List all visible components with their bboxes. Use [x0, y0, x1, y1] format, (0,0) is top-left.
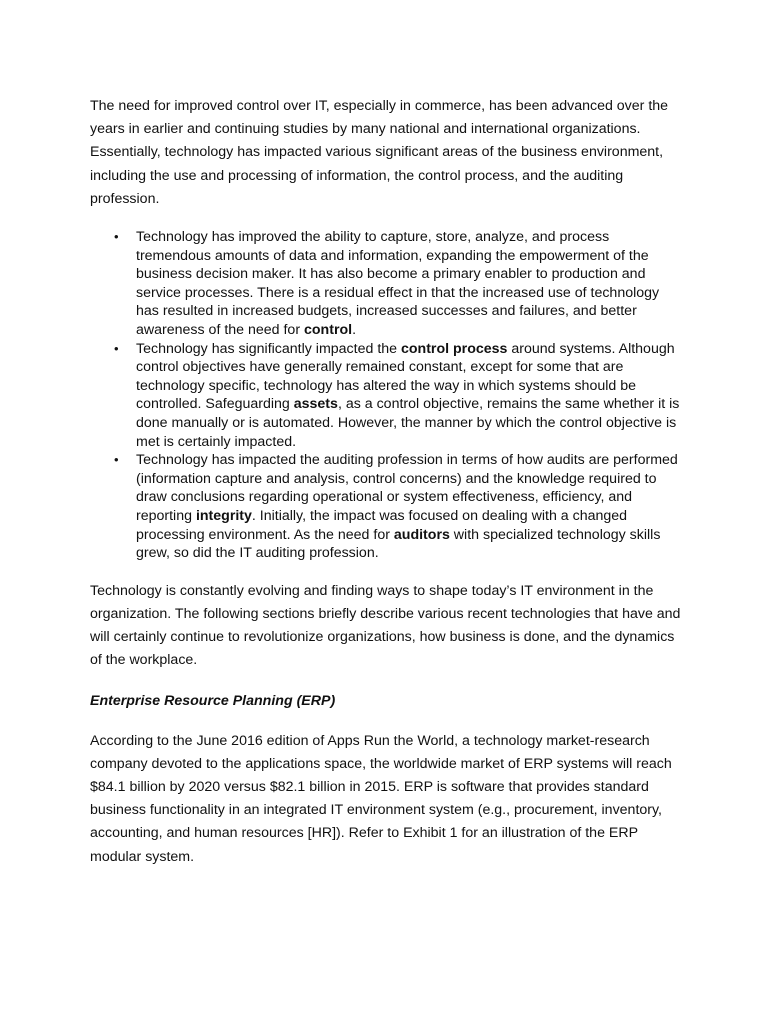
bullet-icon: • — [114, 452, 119, 468]
section-heading: Enterprise Resource Planning (ERP) — [90, 692, 336, 709]
bullet-item — [90, 451, 685, 563]
bullet-text-segment: with specialized technology skills grew, so did the IT auditing profession. — [136, 526, 661, 562]
bullet-bold-term: control process — [400, 340, 508, 357]
bullet-item — [90, 228, 685, 340]
bullet-text-segment: , as a control objective, remains the same whether it is done manually or is automated. However, the manner by which the control objective is met is certainly impacted. — [136, 396, 680, 450]
bullet-text-segment: . — [352, 321, 357, 338]
document-page — [90, 95, 685, 869]
bullet-text-segment: Technology has improved the ability to capture, store, analyze, and process tremendous amounts of data and information, expanding the empowerment of the business decision maker. It has also become a primary enabler to production and service processes. There is a residual effect in that the increased use of technology has resulted in increased budgets, increased successes and failures, and better awareness of the need for — [136, 229, 660, 338]
bullet-bold-term: assets — [293, 396, 338, 413]
bullet-text-segment: Technology has significantly impacted the — [136, 340, 401, 357]
bullet-text-segment: around systems. Although control objectives have generally remained constant, except for some that are technology specific, technology has altered the way in which systems should be controlled. Safeguarding — [136, 340, 675, 413]
bullet-icon: • — [114, 229, 119, 245]
bullet-text-segment: Technology has impacted the auditing profession in terms of how audits are performed (information capture and analysis, control concerns) and the knowledge required to draw conclusions regarding operational or system effectiveness, efficiency, and reporting — [136, 452, 678, 524]
bullet-bold-term: integrity — [195, 507, 252, 524]
bullet-text-segment: . Initially, the impact was focused on dealing with a changed processing environment. As the need for — [136, 507, 628, 543]
intro-paragraph: The need for improved control over IT, especially in commerce, has been advanced over the years in earlier and continuing studies by many national and international organizations. Essentially, technology has impacted various significant areas of the business environment, including the use and processing of information, the control process, and the auditing profession. — [90, 98, 669, 207]
technology-paragraph: Technology is constantly evolving and finding ways to shape today’s IT environment in the organization. The following sections briefly describe various recent technologies that have and will certainly continue to revolutionize organizations, how business is done, and the dynamics of the workplace. — [90, 582, 681, 669]
bullet-list — [90, 228, 685, 563]
bullet-bold-term: control — [304, 321, 353, 338]
bullet-icon: • — [114, 340, 119, 356]
erp-paragraph: According to the June 2016 edition of Apps Run the World, a technology market-research company devoted to the applications space, the worldwide market of ERP systems will reach $84.1 billion by 2020 versus $82.1 billion in 2015. ERP is software that provides standard business functionality in an integrated IT environment system (e.g., procurement, inventory, accounting, and human resources [HR]). Refer to Exhibit 1 for an illustration of the ERP modular system. — [90, 732, 672, 865]
bullet-bold-term: auditors — [393, 526, 450, 543]
bullet-item — [90, 340, 685, 452]
